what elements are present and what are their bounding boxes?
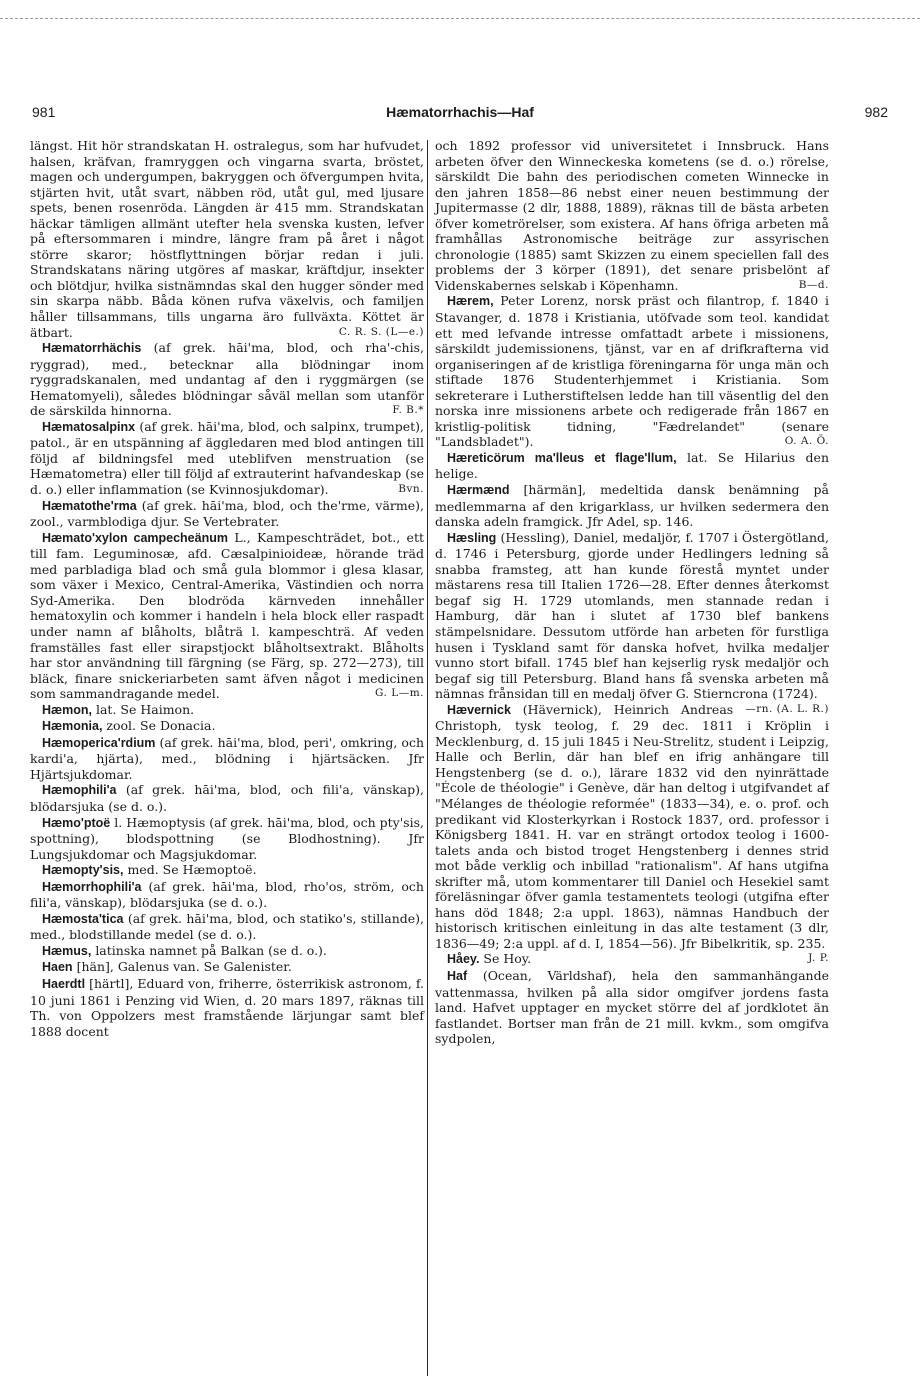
- dictionary-entry: [30, 976, 424, 1039]
- entry-text: lat. Se Haimon.: [95, 701, 195, 717]
- entry-headword: Hæsling: [447, 530, 497, 545]
- page-number-left: 981: [32, 104, 56, 120]
- entry-signature: —rn. (A. L. R.): [745, 702, 829, 715]
- dictionary-entry: [30, 815, 424, 863]
- entry-headword: Hæmoperica'rdium: [42, 735, 156, 750]
- entry-headword: Hæmatosalpinx: [42, 419, 136, 434]
- entry-headword: Hæmonia,: [42, 719, 103, 734]
- entry-headword: Hæmophili'a: [42, 783, 117, 798]
- entry-text: Se Hoy.: [483, 951, 532, 967]
- dictionary-entry: [30, 911, 424, 943]
- entry-headword: Hærem,: [447, 294, 494, 309]
- dictionary-entry: [30, 498, 424, 530]
- entry-text: latinska namnet på Balkan (se d. o.).: [95, 942, 327, 958]
- right-column: [435, 138, 829, 1047]
- entry-text: L., Kampeschträdet, bot., ett till fam. Leguminosæ, afd. Cæsalpinioideæ, hörande träd med parbladiga blad och små gula blommor i glesa klasar, som växer i Mexico, Central-Amerika, Västindien och norra Syd-Amerika. Den blodröda kärnveden innehåller hematoxylin och kommer i handeln i hela block eller raspadt under namn af blåholts, blåträ l. kampeschträ. Af veden framställes fast eller sirapstjockt blåholtsextrakt. Blåholts har stor användning till färgning (se Färg, sp. 272—273), till bläck, finare snickeriarbeten samt äfven något i medicinen som sammandragande medel.: [30, 529, 424, 702]
- dictionary-entry: [435, 138, 829, 293]
- entry-headword: Haf: [447, 968, 468, 983]
- dictionary-entry: [435, 968, 829, 1047]
- entry-text: med. Se Hæmoptoë.: [127, 862, 257, 878]
- entry-text: Peter Lorenz, norsk präst och filantrop, f. 1840 i Stavanger, d. 1878 i Kristiania, utöfvade som teol. kandidat ett med lefvande intresse omfattadt arbete i missionens, särskildt judemissionens, tjänst, var en af drifkrafterna vid organiseringen af de kristliga föreningarna för unga män och stiftade 1876 Studenterhjemmet i Kristiania. Som sekreterare i Lutherstiftelsen ledde han till väsentlig del den norska inre missionens arbete och redigerade från 1867 en kristlig-politisk tidning, "Fædrelandet" (senare "Landsbladet").: [435, 293, 829, 450]
- dictionary-entry: [30, 862, 424, 879]
- entry-headword: Hæmon,: [42, 702, 92, 717]
- dictionary-entry: [30, 419, 424, 498]
- entry-text: (af grek. hāi'ma, blod, och fili'a, vänskap), blödarsjuka (se d. o.).: [30, 782, 424, 814]
- entry-text: l. Hæmoptysis (af grek. hāi'ma, blod, och pty'sis, spottning), blodspottning (se Blodhostning). Jfr Lungsjukdomar och Magsjukdomar.: [30, 814, 424, 862]
- dictionary-entry: [30, 340, 424, 419]
- entry-text: (af grek. hāi'ma, blod, och statiko's, stillande), med., blodstillande medel (se d. o.).: [30, 910, 425, 943]
- entry-text: [härtl], Eduard von, friherre, österrikisk astronom, f. 10 juni 1861 i Penzing vid Wien, d. 20 mars 1897, räknas till Th. von Oppolzers mest framstående lärjungar samt blef 1888 docent: [30, 975, 424, 1039]
- entry-headword: Hærmænd: [447, 483, 510, 498]
- entry-headword: Håey.: [447, 952, 480, 967]
- entry-headword: Hæmo'ptoë: [42, 815, 111, 830]
- dictionary-entry: [30, 718, 424, 735]
- dictionary-entry: [435, 450, 829, 482]
- entry-headword: Hæmus,: [42, 943, 92, 958]
- dictionary-entry: [30, 959, 424, 976]
- dictionary-entry: [30, 879, 424, 911]
- entry-text: lat. Se Hilarius den helige.: [435, 449, 829, 482]
- scan-top-rule: [0, 18, 920, 19]
- dictionary-entry: [30, 138, 424, 340]
- page-header: [32, 104, 888, 126]
- dictionary-entry: [435, 951, 829, 968]
- dictionary-entry: [435, 293, 829, 449]
- entry-headword: Hæmato'xylon campecheänum: [42, 530, 228, 545]
- entry-text: (af grek. hāi'ma, blod, och salpinx, trumpet), patol., är en utspänning af äggledaren med blod antingen till följd af bildningsfel med uteblifven menstruation (se Hæmatometra) eller till följd af extrauterint hafvandeskap (se d. o.) eller inflammation (se Kvinnosjukdomar).: [30, 418, 424, 498]
- entry-headword: Hæmatothe'rma: [42, 498, 137, 513]
- entry-text: och 1892 professor vid universitetet i Innsbruck. Hans arbeten öfver den Winneckeska kometens (se d. o.) rörelse, särskildt Die bahn des periodischen cometen Winnecke in den jahren 1858—86 nebst einer neuen bestimmung der Jupitermasse (2 dlr, 1888, 1889), räknas till de bästa arbeten öfver kometrörelser, som existera. Af hans öfriga arbeten må framhållas Astronomische beiträge zur assyrischen chronologie (1885) samt Skizzen zu einem speciellen fall des problems der 3 körper (1891), det senare prisbelönt af Videnskabernes selskab i Köpenhamn.: [435, 138, 829, 293]
- entry-headword: Haerdtl: [42, 976, 86, 991]
- entry-text: (af grek. hāi'ma, blod, rho'os, ström, och fili'a, vänskap), blödarsjuka (se d. o.).: [30, 878, 424, 911]
- entry-text: (Ocean, Världshaf), hela den sammanhängande vattenmassa, hvilken på alla sidor omgifver jordens fasta land. Hafvet upptager en mycket större del af jordklotet än fastlandet. Bortser man från de 21 mill. kvkm., som omgifva sydpolen,: [435, 967, 829, 1047]
- entry-headword: Hæmosta'tica: [42, 911, 124, 926]
- dictionary-entry: [30, 702, 424, 719]
- column-divider: [427, 140, 428, 1376]
- entry-signature: G. L—m.: [375, 687, 424, 700]
- entry-text: (af grek. hāi'ma, blod, och rha'-chis, ryggrad), med., betecknar alla blödningar inom ryggradskanalen, med undantag af den i ryggmärgen (se Hematomyeli), således blödningar såväl mellan som utanför de särskilda hinnorna.: [30, 340, 424, 419]
- dictionary-entry: [435, 482, 829, 530]
- dictionary-entry: [30, 782, 424, 814]
- entry-signature: F. B.*: [392, 404, 424, 417]
- entry-signature: O. A. Ö.: [784, 435, 829, 448]
- entry-text: (Hessling), Daniel, medaljör, f. 1707 i Östergötland, d. 1746 i Petersburg, gjorde under Hedlingers ledning så snabba framsteg, att han kunde förestå myntet under mästarens resa till Italien 1726—28. Efter dennes återkomst begaf sig H. 1729 utomlands, men stannade redan i Hamburg, där han i slutet af 1730 blef bankens stämpelsnidare. Dessutom utförde han arbeten för furstliga husen i Tyskland samt för danska hofvet, hvilka medaljer vunno stort bifall. 1745 blef han kejserlig rysk medaljör och begaf sig till Petersburg. Bland hans få svenska arbeten må nämnas frånsidan till en medalj öfver G. Stierncrona (1724).: [435, 529, 829, 702]
- entry-text: zool. Se Donacia.: [106, 718, 216, 734]
- entry-headword: Hæreticörum ma'lleus et flage'llum,: [447, 450, 677, 465]
- dictionary-entry: [30, 735, 424, 783]
- entry-headword: Haen: [42, 960, 73, 975]
- entry-headword: Hæmopty'sis,: [42, 863, 124, 878]
- dictionary-entry: [30, 530, 424, 702]
- entry-text: [härmän], medeltida dansk benämning på medlemmarna af den krigarklass, ur hvilken sedermera den danska adeln framgick. Jfr Adel, sp. 146.: [435, 482, 829, 530]
- entry-signature: Bvn.: [398, 483, 424, 496]
- entry-signature: B—d.: [798, 278, 829, 291]
- entry-text: (af grek. hāi'ma, blod, och the'rme, värme), zool., varmblodiga djur. Se Vertebrater.: [30, 497, 424, 530]
- entry-text: (af grek. hāi'ma, blod, peri', omkring, och kardi'a, hjärta), med., blödning i hjärtsäcken. Jfr Hjärtsjukdomar.: [30, 734, 424, 782]
- page-number-right: 982: [864, 104, 888, 120]
- entry-text: (Hävernick), Heinrich Andreas Christoph, tysk teolog, f. 29 dec. 1811 i Kröplin i Mecklenburg, d. 15 juli 1845 i Neu-Strelitz, student i Leipzig, Halle och Berlin, där han blef en ifrig anhängare till Hengstenberg (se d. o.), lärare 1832 vid den nyinrättade "École de théologie" i Genève, där han deltog i utgifvandet af "Mélanges de théologie reformée" (1833—34), e. o. prof. och predikant vid Klosterkyrkan i Rostock 1837, ord. professor i Königsberg 1841. H. var en strängt ortodox teolog i 1600-talets anda och bistod troget Hengstenberg i dennes strid mot både verklig och inbillad "rationalism". Af hans utgifna skrifter må, utom kommentarer till Daniel och Hesekiel samt föreläsningar öfver gamla testamentets teologi (utgifna efter hans död 1848; 2:a uppl. 1863), nämnas Handbuch der historisch kritischen einleitung in das alte testament (3 dlr, 1836—49; 2:a uppl. af d. I, 1854—56). Jfr Bibelkritik, sp. 235.: [435, 701, 829, 951]
- entry-headword: Hæmorrhophili'a: [42, 879, 142, 894]
- entry-signature: J. P.: [808, 952, 829, 965]
- left-column: [30, 138, 424, 1039]
- entry-headword: Hævernick: [447, 702, 511, 717]
- entry-headword: Hæmatorrhächis: [42, 341, 142, 356]
- entry-text: längst. Hit hör strandskatan H. ostralegus, som har hufvudet, halsen, kräfvan, framryggen och vingarna svarta, bröstet, magen och undergumpen, bakryggen och öfvergumpen hvita, stjärten hvit, utåt svart, näbben röd, utåt gul, med ljusare spets, benen rosenröda. Längden är 415 mm. Strandskatan häckar tämligen allmänt utefter hela svenska kusten, lefver på eftersommaren i mindre, längre fram på året i något större skaror; höstflyttningen börjar redan i juli. Strandskatans näring utgöres af maskar, kräftdjur, insekter och blötdjur, hvilka sistnämndas skal den hugger sönder med sin skarpa näbb. Båda könen rufva växelvis, och familjen håller tillsammans, tills ungarna äro fullväxta. Köttet är ätbart.: [30, 138, 424, 340]
- dictionary-entry: [30, 943, 424, 960]
- entry-text: [hän], Galenus van. Se Galenister.: [76, 959, 292, 975]
- running-title: Hæmatorrhachis—Haf: [386, 104, 534, 120]
- entry-signature: C. R. S. (L—e.): [338, 325, 424, 338]
